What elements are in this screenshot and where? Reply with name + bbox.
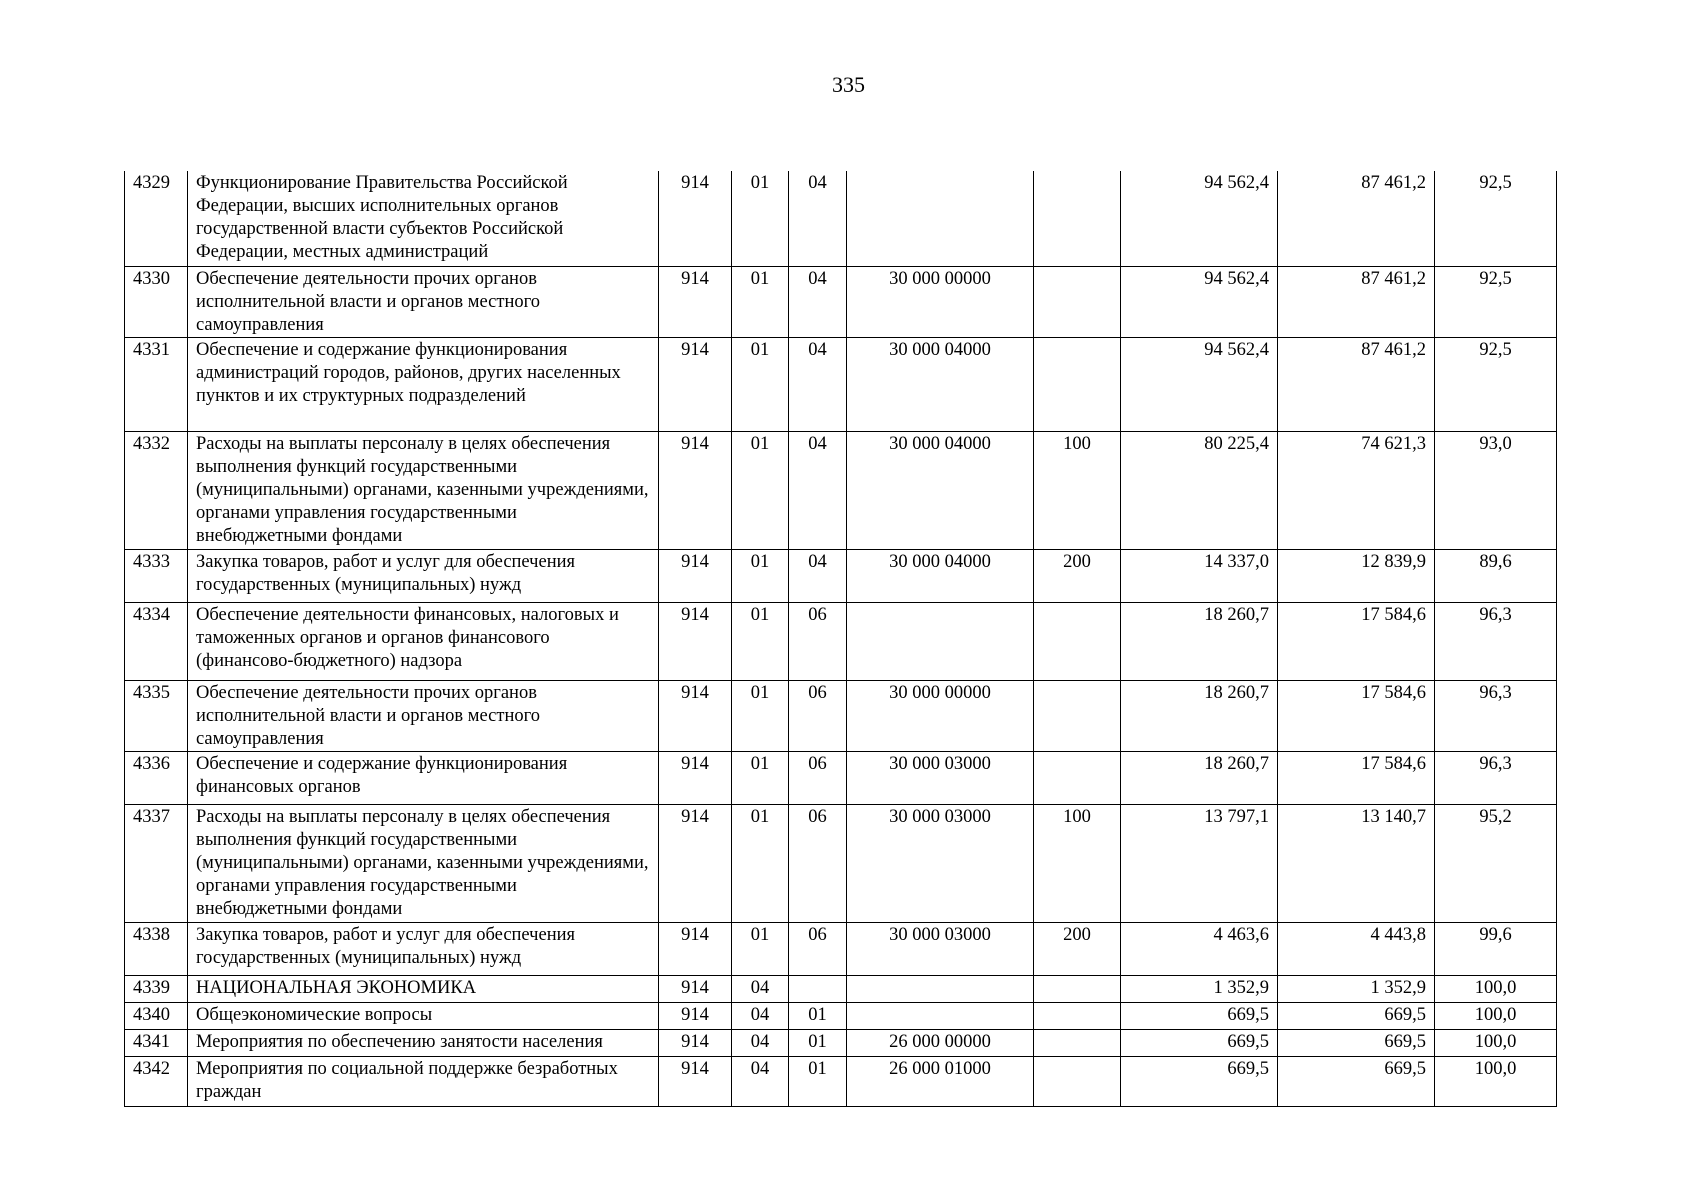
row-planned-amount: 4 463,6 xyxy=(1121,922,1278,975)
row-subsection: 04 xyxy=(789,337,847,431)
row-expense-type xyxy=(1034,171,1121,266)
row-name: Мероприятия по обеспечению занятости населения xyxy=(188,1029,659,1056)
row-target-article: 30 000 03000 xyxy=(847,751,1034,804)
row-planned-amount: 1 352,9 xyxy=(1121,975,1278,1002)
row-expense-type: 100 xyxy=(1034,431,1121,549)
row-expense-type xyxy=(1034,975,1121,1002)
row-section: 01 xyxy=(732,171,789,266)
row-subsection: 06 xyxy=(789,922,847,975)
row-target-article: 30 000 03000 xyxy=(847,922,1034,975)
row-number: 4334 xyxy=(125,602,188,680)
row-percent: 92,5 xyxy=(1435,266,1557,337)
row-expense-type xyxy=(1034,680,1121,751)
row-subsection: 04 xyxy=(789,549,847,602)
table-row xyxy=(125,975,1557,1002)
row-section: 01 xyxy=(732,751,789,804)
row-planned-amount: 14 337,0 xyxy=(1121,549,1278,602)
row-actual-amount: 669,5 xyxy=(1278,1002,1435,1029)
row-name: Закупка товаров, работ и услуг для обеспечения государственных (муниципальных) нужд xyxy=(188,549,659,602)
row-ved: 914 xyxy=(659,337,732,431)
row-number: 4341 xyxy=(125,1029,188,1056)
table-row xyxy=(125,751,1557,804)
row-ved: 914 xyxy=(659,1056,732,1106)
row-target-article xyxy=(847,171,1034,266)
row-planned-amount: 669,5 xyxy=(1121,1002,1278,1029)
row-target-article xyxy=(847,602,1034,680)
row-subsection: 01 xyxy=(789,1056,847,1106)
row-target-article: 30 000 04000 xyxy=(847,431,1034,549)
table-row xyxy=(125,266,1557,337)
row-actual-amount: 17 584,6 xyxy=(1278,751,1435,804)
row-planned-amount: 94 562,4 xyxy=(1121,171,1278,266)
row-percent: 95,2 xyxy=(1435,804,1557,922)
table-row xyxy=(125,549,1557,602)
row-expense-type xyxy=(1034,602,1121,680)
row-planned-amount: 18 260,7 xyxy=(1121,680,1278,751)
row-planned-amount: 669,5 xyxy=(1121,1056,1278,1106)
row-actual-amount: 12 839,9 xyxy=(1278,549,1435,602)
row-name: Расходы на выплаты персоналу в целях обеспечения выполнения функций государственными (муниципальными) органами, казенными учреждениями, органами управления государственными внебюджетными фондами xyxy=(188,804,659,922)
row-expense-type xyxy=(1034,1029,1121,1056)
row-section: 01 xyxy=(732,804,789,922)
row-actual-amount: 17 584,6 xyxy=(1278,680,1435,751)
row-section: 01 xyxy=(732,602,789,680)
row-section: 01 xyxy=(732,680,789,751)
row-ved: 914 xyxy=(659,266,732,337)
row-target-article: 30 000 04000 xyxy=(847,337,1034,431)
row-number: 4331 xyxy=(125,337,188,431)
row-actual-amount: 669,5 xyxy=(1278,1056,1435,1106)
row-name: Обеспечение и содержание функционирования финансовых органов xyxy=(188,751,659,804)
row-subsection: 04 xyxy=(789,171,847,266)
page-number: 335 xyxy=(832,72,865,97)
row-target-article: 30 000 00000 xyxy=(847,680,1034,751)
row-percent: 96,3 xyxy=(1435,751,1557,804)
row-percent: 100,0 xyxy=(1435,975,1557,1002)
row-target-article: 26 000 01000 xyxy=(847,1056,1034,1106)
table-row xyxy=(125,1029,1557,1056)
row-percent: 99,6 xyxy=(1435,922,1557,975)
row-number: 4330 xyxy=(125,266,188,337)
row-section: 01 xyxy=(732,431,789,549)
row-actual-amount: 17 584,6 xyxy=(1278,602,1435,680)
row-ved: 914 xyxy=(659,680,732,751)
row-number: 4329 xyxy=(125,171,188,266)
row-planned-amount: 94 562,4 xyxy=(1121,337,1278,431)
row-planned-amount: 669,5 xyxy=(1121,1029,1278,1056)
table-row xyxy=(125,922,1557,975)
row-number: 4339 xyxy=(125,975,188,1002)
row-percent: 93,0 xyxy=(1435,431,1557,549)
row-actual-amount: 87 461,2 xyxy=(1278,171,1435,266)
row-percent: 96,3 xyxy=(1435,602,1557,680)
row-target-article: 30 000 04000 xyxy=(847,549,1034,602)
row-actual-amount: 87 461,2 xyxy=(1278,337,1435,431)
row-target-article: 30 000 00000 xyxy=(847,266,1034,337)
row-actual-amount: 87 461,2 xyxy=(1278,266,1435,337)
row-name: НАЦИОНАЛЬНАЯ ЭКОНОМИКА xyxy=(188,975,659,1002)
row-section: 04 xyxy=(732,975,789,1002)
row-target-article: 26 000 00000 xyxy=(847,1029,1034,1056)
row-section: 01 xyxy=(732,266,789,337)
row-ved: 914 xyxy=(659,1029,732,1056)
table-row xyxy=(125,1056,1557,1106)
row-expense-type xyxy=(1034,337,1121,431)
row-section: 01 xyxy=(732,922,789,975)
row-expense-type xyxy=(1034,266,1121,337)
row-expense-type: 100 xyxy=(1034,804,1121,922)
row-ved: 914 xyxy=(659,751,732,804)
row-subsection: 04 xyxy=(789,266,847,337)
row-number: 4335 xyxy=(125,680,188,751)
row-number: 4336 xyxy=(125,751,188,804)
row-section: 04 xyxy=(732,1029,789,1056)
table-row xyxy=(125,171,1557,266)
row-subsection: 06 xyxy=(789,751,847,804)
row-subsection: 01 xyxy=(789,1029,847,1056)
row-expense-type xyxy=(1034,1002,1121,1029)
row-ved: 914 xyxy=(659,171,732,266)
row-percent: 92,5 xyxy=(1435,171,1557,266)
row-subsection: 06 xyxy=(789,602,847,680)
table-row xyxy=(125,1002,1557,1029)
row-expense-type xyxy=(1034,1056,1121,1106)
row-planned-amount: 13 797,1 xyxy=(1121,804,1278,922)
row-ved: 914 xyxy=(659,549,732,602)
row-actual-amount: 13 140,7 xyxy=(1278,804,1435,922)
row-actual-amount: 4 443,8 xyxy=(1278,922,1435,975)
table-row xyxy=(125,602,1557,680)
row-planned-amount: 80 225,4 xyxy=(1121,431,1278,549)
row-planned-amount: 94 562,4 xyxy=(1121,266,1278,337)
row-section: 04 xyxy=(732,1056,789,1106)
row-number: 4340 xyxy=(125,1002,188,1029)
row-number: 4338 xyxy=(125,922,188,975)
row-percent: 100,0 xyxy=(1435,1002,1557,1029)
row-subsection: 04 xyxy=(789,431,847,549)
row-name: Обеспечение и содержание функционирования администраций городов, районов, других населенных пунктов и их структурных подразделений xyxy=(188,337,659,431)
row-subsection xyxy=(789,975,847,1002)
row-number: 4332 xyxy=(125,431,188,549)
row-actual-amount: 1 352,9 xyxy=(1278,975,1435,1002)
table-row xyxy=(125,680,1557,751)
row-percent: 96,3 xyxy=(1435,680,1557,751)
row-percent: 100,0 xyxy=(1435,1056,1557,1106)
row-percent: 92,5 xyxy=(1435,337,1557,431)
row-subsection: 01 xyxy=(789,1002,847,1029)
row-percent: 89,6 xyxy=(1435,549,1557,602)
row-actual-amount: 669,5 xyxy=(1278,1029,1435,1056)
row-ved: 914 xyxy=(659,922,732,975)
row-planned-amount: 18 260,7 xyxy=(1121,751,1278,804)
row-name: Мероприятия по социальной поддержке безработных граждан xyxy=(188,1056,659,1106)
table-body xyxy=(125,171,1557,1106)
row-expense-type xyxy=(1034,751,1121,804)
row-section: 01 xyxy=(732,337,789,431)
row-name: Функционирование Правительства Российской Федерации, высших исполнительных органов государственной власти субъектов Российской Федерации, местных администраций xyxy=(188,171,659,266)
row-subsection: 06 xyxy=(789,804,847,922)
budget-table xyxy=(124,171,1557,1107)
row-planned-amount: 18 260,7 xyxy=(1121,602,1278,680)
row-number: 4337 xyxy=(125,804,188,922)
row-subsection: 06 xyxy=(789,680,847,751)
row-name: Общеэкономические вопросы xyxy=(188,1002,659,1029)
row-target-article xyxy=(847,1002,1034,1029)
row-ved: 914 xyxy=(659,1002,732,1029)
row-expense-type: 200 xyxy=(1034,922,1121,975)
row-ved: 914 xyxy=(659,975,732,1002)
row-section: 01 xyxy=(732,549,789,602)
row-percent: 100,0 xyxy=(1435,1029,1557,1056)
row-target-article xyxy=(847,975,1034,1002)
table-row xyxy=(125,804,1557,922)
row-name: Обеспечение деятельности прочих органов исполнительной власти и органов местного самоуправления xyxy=(188,266,659,337)
row-name: Обеспечение деятельности прочих органов исполнительной власти и органов местного самоуправления xyxy=(188,680,659,751)
row-section: 04 xyxy=(732,1002,789,1029)
row-name: Обеспечение деятельности финансовых, налоговых и таможенных органов и органов финансового (финансово-бюджетного) надзора xyxy=(188,602,659,680)
row-expense-type: 200 xyxy=(1034,549,1121,602)
row-ved: 914 xyxy=(659,602,732,680)
row-number: 4333 xyxy=(125,549,188,602)
row-actual-amount: 74 621,3 xyxy=(1278,431,1435,549)
table-row xyxy=(125,337,1557,431)
table-row xyxy=(125,431,1557,549)
row-target-article: 30 000 03000 xyxy=(847,804,1034,922)
row-ved: 914 xyxy=(659,804,732,922)
row-name: Расходы на выплаты персоналу в целях обеспечения выполнения функций государственными (муниципальными) органами, казенными учреждениями, органами управления государственными внебюджетными фондами xyxy=(188,431,659,549)
row-name: Закупка товаров, работ и услуг для обеспечения государственных (муниципальных) нужд xyxy=(188,922,659,975)
row-number: 4342 xyxy=(125,1056,188,1106)
row-ved: 914 xyxy=(659,431,732,549)
